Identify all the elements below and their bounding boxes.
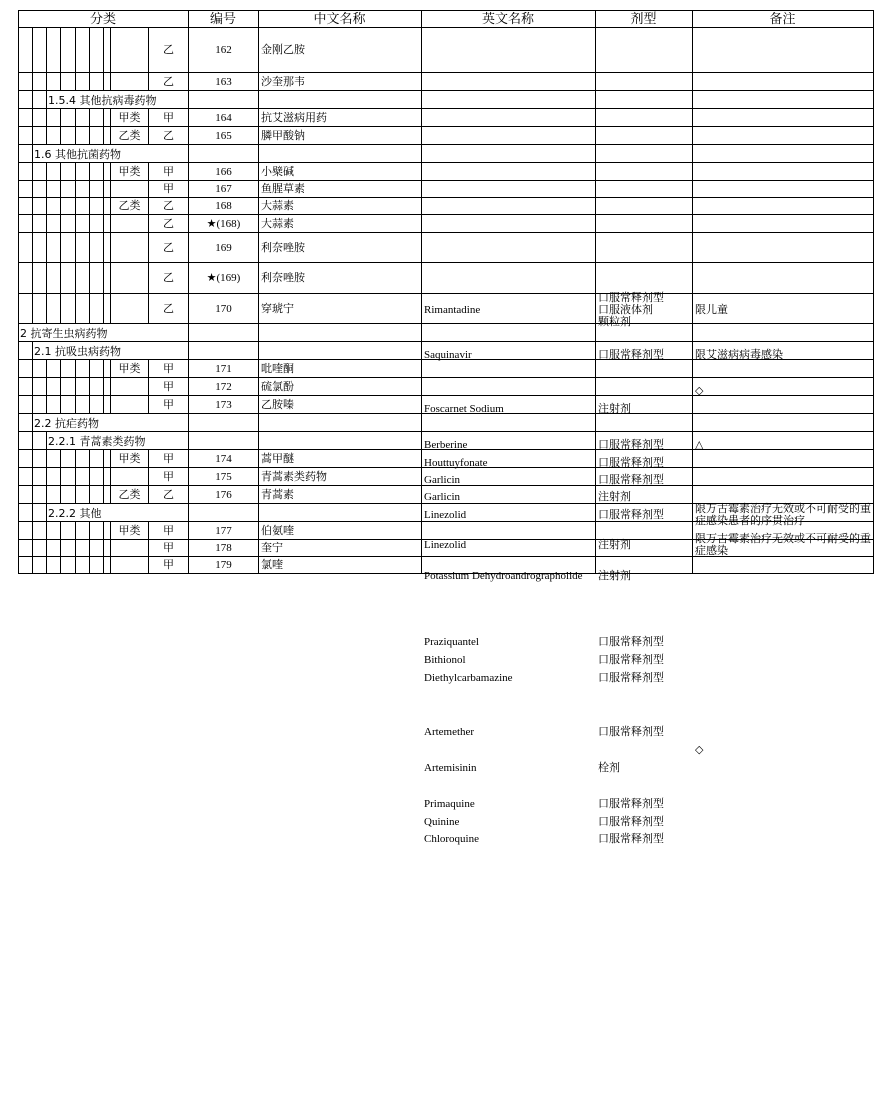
- header-category: 分类: [89, 12, 116, 27]
- category-divider: [60, 109, 61, 145]
- cell-grade: 乙: [163, 271, 174, 284]
- cell-form: 口服常释剂型: [598, 634, 664, 648]
- cell-en: Berberine: [424, 438, 468, 451]
- cell-num: 170: [215, 302, 232, 315]
- section-row: [18, 145, 873, 163]
- cell-form: 口服常释剂型: [598, 507, 664, 521]
- column-divider: [188, 10, 189, 574]
- cell-form: 口服常释剂型: [598, 347, 664, 361]
- cell-form: 口服常释剂型: [598, 670, 664, 684]
- cell-cn: 青蒿素: [261, 487, 294, 501]
- cell-cat: 乙类: [118, 199, 141, 212]
- category-divider: [103, 522, 104, 574]
- cell-num: 165: [215, 129, 232, 142]
- table-header: [18, 10, 873, 28]
- cell-form: 栓剂: [598, 760, 620, 774]
- cell-en: Praziquantel: [424, 635, 479, 648]
- cell-form: 口服常释剂型: [598, 724, 664, 738]
- cell-grade: 乙: [163, 301, 174, 315]
- category-divider: [89, 28, 90, 91]
- cell-grade: 乙: [163, 240, 174, 254]
- cell-num: 177: [215, 524, 232, 537]
- cell-num: ★(168): [206, 217, 241, 230]
- section-row: [18, 91, 873, 109]
- cell-note: ◇: [695, 742, 704, 756]
- cell-grade: 甲: [163, 541, 174, 554]
- category-divider: [89, 450, 90, 504]
- drug-table: [18, 10, 873, 845]
- section-label: 1.6 其他抗菌药物: [34, 145, 123, 162]
- cell-form: 注射剂: [598, 401, 631, 415]
- cell-grade: 甲: [163, 451, 174, 465]
- cell-cn: 青蒿素类药物: [261, 469, 327, 483]
- cell-cn: 奎宁: [261, 541, 283, 554]
- header-cn-name: 中文名称: [313, 12, 366, 27]
- cell-en: Diethylcarbamazine: [424, 671, 513, 684]
- cell-form: 口服常释剂型: [598, 652, 664, 666]
- category-divider: [46, 360, 47, 414]
- header-dosage: 剂型: [630, 12, 657, 27]
- cell-form: 口服常释剂型: [598, 831, 664, 845]
- cell-grade: 乙: [163, 43, 174, 56]
- cell-cn: 蒿甲醚: [261, 451, 294, 465]
- cell-form: 口服常释剂型: [598, 814, 664, 828]
- category-divider: [60, 163, 61, 324]
- category-divider: [32, 342, 33, 574]
- cell-en: Primaquine: [424, 797, 475, 810]
- cell-num: 169: [215, 241, 232, 254]
- category-divider: [75, 360, 76, 414]
- header-notes: 备注: [769, 12, 796, 27]
- cell-form: 口服常释剂型 口服液体剂 颗粒剂: [598, 290, 664, 328]
- cell-cat: 甲类: [118, 164, 141, 178]
- category-divider: [103, 360, 104, 414]
- category-divider: [75, 28, 76, 91]
- category-divider: [60, 360, 61, 414]
- category-divider: [110, 450, 111, 504]
- cell-cat: 甲类: [118, 451, 141, 465]
- cell-en: Rimantadine: [424, 303, 481, 316]
- cell-num: 162: [215, 44, 232, 56]
- cell-form: 注射剂: [598, 489, 631, 503]
- column-divider: [873, 10, 874, 574]
- cell-note: ◇: [695, 383, 704, 397]
- cell-cn: 硫氯酚: [261, 379, 294, 393]
- cell-note: [695, 557, 871, 1120]
- section-label: 2.1 抗吸虫病药物: [34, 342, 123, 359]
- cell-en: Saquinavir: [424, 348, 472, 361]
- cell-grade: 甲: [163, 469, 174, 483]
- cell-cat: 乙类: [118, 128, 141, 142]
- section-row: [18, 414, 873, 432]
- cell-num: 166: [215, 165, 232, 178]
- cell-grade: 乙: [163, 216, 174, 230]
- category-divider: [89, 109, 90, 145]
- cell-num: 178: [215, 542, 232, 554]
- header-en-name: 英文名称: [481, 12, 534, 27]
- category-divider: [75, 163, 76, 324]
- cell-cat: 甲类: [118, 361, 141, 375]
- section-row: [18, 324, 873, 342]
- cell-cn: 沙奎那韦: [261, 74, 305, 88]
- header-number: 编号: [209, 12, 236, 27]
- category-divider: [60, 450, 61, 504]
- category-divider: [110, 360, 111, 414]
- category-divider: [89, 163, 90, 324]
- cell-cn: 利奈唑胺: [261, 240, 305, 254]
- category-divider: [32, 28, 33, 324]
- category-divider: [110, 163, 111, 324]
- cell-num: 172: [215, 380, 232, 393]
- cell-cn: 大蒜素: [261, 216, 294, 230]
- cell-en: Artemether: [424, 725, 475, 738]
- cell-num: 173: [215, 398, 232, 411]
- cell-cat: 甲类: [118, 523, 141, 537]
- category-divider: [60, 522, 61, 574]
- section-label: 2.2 抗疟药物: [34, 414, 101, 431]
- section-label: 2 抗寄生虫病药物: [20, 324, 110, 341]
- cell-grade: 甲: [163, 397, 174, 411]
- category-divider: [110, 522, 111, 574]
- cell-cn: 利奈唑胺: [261, 271, 305, 284]
- category-divider: [103, 28, 104, 91]
- cell-cn: 吡喹酮: [261, 361, 294, 375]
- cell-form: 口服常释剂型: [598, 437, 664, 451]
- category-divider: [46, 28, 47, 145]
- cell-en: Linezolid: [424, 538, 467, 551]
- cell-cn: 抗艾滋病用药: [261, 110, 327, 124]
- cell-num: 174: [215, 452, 232, 465]
- category-divider: [75, 450, 76, 504]
- category-divider: [103, 163, 104, 324]
- cell-note: 限万古霉素治疗无效或不可耐受的重症感染患者的序贯治疗: [695, 501, 871, 527]
- cell-note: 限儿童: [695, 302, 728, 316]
- category-divider: [75, 109, 76, 145]
- cell-grade: 甲: [163, 558, 174, 571]
- cell-en: Potassium Dehydroandrographolide: [424, 569, 583, 582]
- cell-note: 限万古霉素治疗无效或不可耐受的重症感染: [695, 531, 871, 557]
- category-divider: [148, 522, 149, 574]
- cell-num: 168: [215, 200, 232, 212]
- column-divider: [692, 10, 693, 574]
- cell-form: 口服常释剂型: [598, 472, 664, 486]
- category-divider: [110, 109, 111, 145]
- category-divider: [103, 450, 104, 504]
- section-row: [18, 432, 873, 450]
- column-divider: [258, 10, 259, 574]
- cell-grade: 甲: [163, 110, 174, 124]
- cell-cn: 小檗碱: [261, 164, 294, 178]
- cell-num: ★(169): [206, 272, 241, 284]
- cell-en: Artemisinin: [424, 761, 477, 774]
- column-divider: [595, 10, 596, 574]
- category-divider: [148, 109, 149, 145]
- cell-grade: 甲: [163, 523, 174, 537]
- cell-grade: 乙: [163, 487, 174, 501]
- category-divider: [148, 163, 149, 324]
- cell-form: 口服常释剂型: [598, 796, 664, 810]
- section-label: 2.2.1 青蒿素类药物: [48, 432, 148, 449]
- cell-en: Bithionol: [424, 653, 466, 666]
- category-divider: [46, 163, 47, 324]
- category-divider: [75, 522, 76, 574]
- cell-num: 179: [215, 559, 232, 571]
- cell-form: 口服常释剂型: [598, 455, 664, 469]
- cell-num: 164: [215, 111, 232, 124]
- cell-grade: 甲: [163, 182, 174, 195]
- category-divider: [148, 28, 149, 91]
- category-divider: [46, 432, 47, 574]
- section-label: 2.2.2 其他: [48, 504, 104, 521]
- category-divider: [148, 360, 149, 414]
- category-divider: [110, 28, 111, 91]
- section-row: [18, 504, 873, 522]
- category-divider: [89, 360, 90, 414]
- cell-num: 163: [215, 75, 232, 88]
- cell-en: Linezolid: [424, 508, 467, 521]
- cell-cn: 鱼腥草素: [261, 182, 305, 195]
- section-label: 1.5.4 其他抗病毒药物: [48, 91, 159, 108]
- cell-grade: 甲: [163, 164, 174, 178]
- cell-en: Houttuyfonate: [424, 456, 488, 469]
- column-divider: [18, 10, 19, 574]
- cell-cn: 氯喹: [261, 558, 283, 571]
- cell-en: Garlicin: [424, 490, 461, 503]
- cell-grade: 乙: [163, 128, 174, 142]
- cell-en: Foscarnet Sodium: [424, 402, 504, 415]
- category-divider: [148, 450, 149, 504]
- cell-cn: 膦甲酸钠: [261, 128, 305, 142]
- cell-cn: 穿琥宁: [261, 301, 294, 315]
- category-divider: [103, 109, 104, 145]
- cell-cn: 伯氨喹: [261, 523, 294, 537]
- cell-num: 176: [215, 488, 232, 501]
- cell-num: 175: [215, 470, 232, 483]
- cell-num: 167: [215, 183, 232, 195]
- cell-cat: 甲类: [118, 110, 141, 124]
- cell-grade: 甲: [163, 379, 174, 393]
- cell-cat: 乙类: [118, 487, 141, 501]
- cell-form: 注射剂: [598, 537, 631, 551]
- column-divider: [421, 10, 422, 574]
- cell-note: △: [695, 437, 704, 451]
- cell-cn: 乙胺嗪: [261, 397, 294, 411]
- cell-form: 注射剂: [598, 568, 631, 582]
- cell-cn: 大蒜素: [261, 199, 294, 212]
- category-divider: [89, 522, 90, 574]
- section-row: [18, 342, 873, 360]
- cell-note: 限艾滋病病毒感染: [695, 347, 783, 361]
- cell-grade: 甲: [163, 361, 174, 375]
- cell-grade: 乙: [163, 74, 174, 88]
- category-divider: [60, 28, 61, 91]
- cell-grade: 乙: [163, 199, 174, 212]
- cell-num: 171: [215, 362, 232, 375]
- cell-cn: 金刚乙胺: [261, 43, 305, 56]
- cell-en: Chloroquine: [424, 832, 479, 845]
- cell-en: Garlicin: [424, 473, 461, 486]
- cell-en: Quinine: [424, 815, 460, 828]
